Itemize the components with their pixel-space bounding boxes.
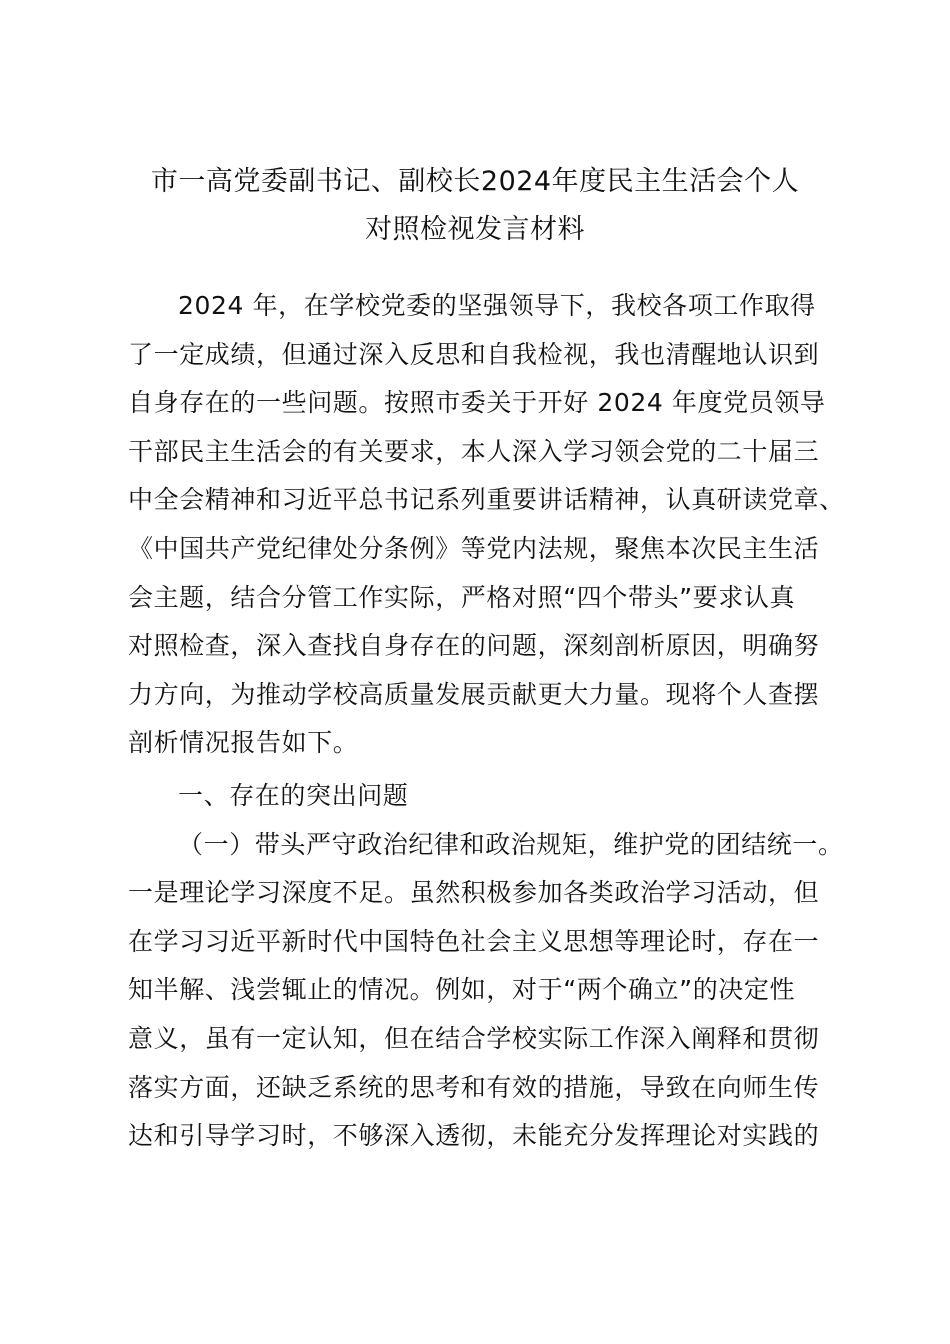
paragraph-line: 达和引导学习时，不够深入透彻，未能充分发挥理论对实践的 bbox=[128, 1121, 820, 1151]
intro-line: 力方向，为推动学校高质量发展贡献更大力量。现将个人查摆 bbox=[128, 679, 820, 709]
intro-line: 《中国共产党纪律处分条例》等党内法规，聚焦本次民主生活 bbox=[128, 533, 820, 563]
title-line-1: 市一高党委副书记、副校长2024年度民主生活会个人 bbox=[150, 166, 800, 197]
intro-line: 自身存在的一些问题。按照市委关于开好 2024 年度党员领导 bbox=[128, 388, 826, 418]
paragraph-line: 知半解、浅尝辄止的情况。例如，对于“两个确立”的决定性 bbox=[128, 975, 796, 1005]
document-title bbox=[120, 158, 830, 254]
title-line-2: 对照检视发言材料 bbox=[365, 214, 585, 245]
intro-line: 2024 年，在学校党委的坚强领导下，我校各项工作取得 bbox=[178, 291, 816, 320]
subsection-heading: （一）带头严守政治纪律和政治规矩，维护党的团结统一。 bbox=[178, 829, 844, 859]
document-body bbox=[128, 282, 845, 1161]
paragraph-line: 一是理论学习深度不足。虽然积极参加各类政治学习活动，但 bbox=[128, 878, 820, 908]
paragraph-line: 落实方面，还缺乏系统的思考和有效的措施，导致在向师生传 bbox=[128, 1072, 820, 1102]
paragraph-line: 意义，虽有一定认知，但在结合学校实际工作深入阐释和贯彻 bbox=[128, 1023, 820, 1053]
intro-line: 干部民主生活会的有关要求，本人深入学习领会党的二十届三 bbox=[128, 436, 820, 466]
section-heading: 一、存在的突出问题 bbox=[178, 780, 409, 810]
intro-line: 会主题，结合分管工作实际，严格对照“四个带头”要求认真 bbox=[128, 582, 796, 612]
intro-line: 了一定成绩，但通过深入反思和自我检视，我也清醒地认识到 bbox=[128, 339, 820, 369]
paragraph-line: 在学习习近平新时代中国特色社会主义思想等理论时，存在一 bbox=[128, 926, 820, 956]
intro-line: 中全会精神和习近平总书记系列重要讲话精神，认真研读党章、 bbox=[128, 485, 845, 515]
intro-line: 剖析情况报告如下。 bbox=[128, 728, 359, 758]
intro-line: 对照检查，深入查找自身存在的问题，深刻剖析原因，明确努 bbox=[128, 631, 820, 661]
